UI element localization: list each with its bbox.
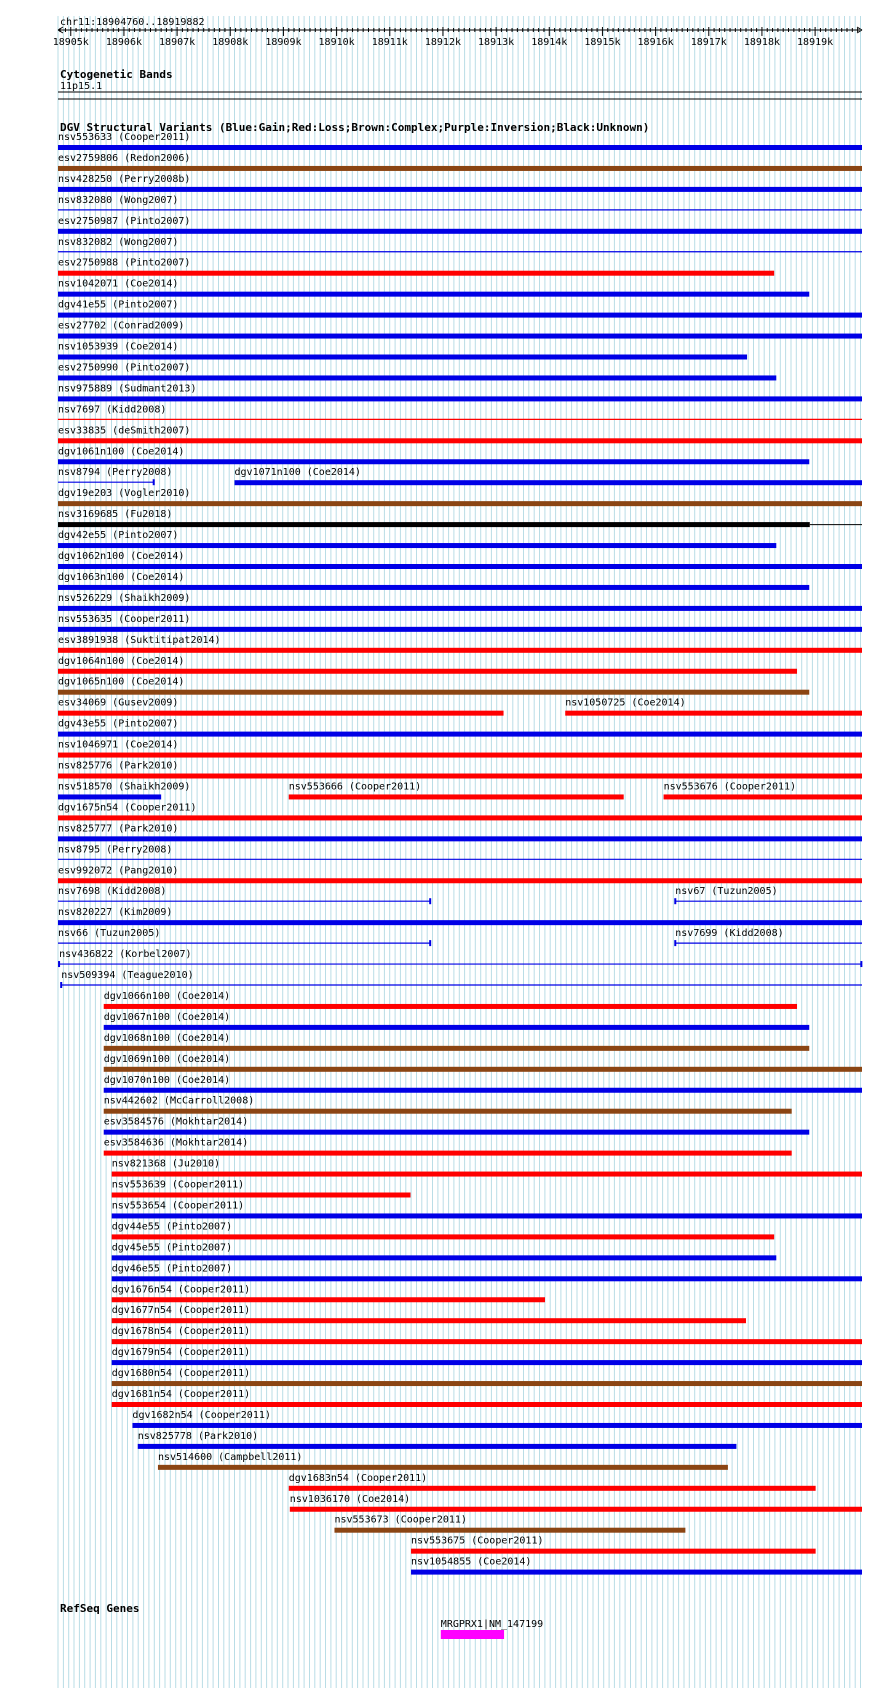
variant-label[interactable]: nsv1053939 (Coe2014) bbox=[58, 341, 179, 353]
variant-bar[interactable] bbox=[289, 794, 624, 799]
variant-label[interactable]: nsv428250 (Perry2008b) bbox=[58, 173, 191, 185]
variant-label[interactable]: esv3891938 (Suktitipat2014) bbox=[58, 634, 221, 646]
variant-bar[interactable] bbox=[104, 1109, 792, 1114]
variant-bar[interactable] bbox=[58, 732, 862, 737]
variant-label[interactable]: esv992072 (Pang2010) bbox=[58, 865, 179, 877]
variant-label[interactable]: esv2750990 (Pinto2007) bbox=[58, 362, 191, 374]
variant-bar[interactable] bbox=[58, 753, 862, 758]
variant-label[interactable]: esv3584576 (Mokhtar2014) bbox=[103, 1116, 249, 1128]
variant-label[interactable]: dgv1061n100 (Coe2014) bbox=[58, 446, 185, 458]
variant-bar[interactable] bbox=[112, 1318, 746, 1323]
variant-label[interactable]: nsv66 (Tuzun2005) bbox=[58, 928, 161, 940]
variant-bar[interactable] bbox=[58, 145, 862, 150]
variant-label[interactable]: dgv42e55 (Pinto2007) bbox=[58, 530, 179, 542]
variant-label[interactable]: esv2750987 (Pinto2007) bbox=[58, 215, 191, 227]
cytoband-band-label: 11p15.1 bbox=[60, 81, 103, 92]
tick-label: 18912k bbox=[424, 37, 461, 48]
variant-label[interactable]: nsv553633 (Cooper2011) bbox=[58, 132, 191, 143]
variant-label[interactable]: dgv1069n100 (Coe2014) bbox=[103, 1053, 231, 1065]
variant-bar[interactable] bbox=[58, 187, 862, 192]
variant-bar[interactable] bbox=[58, 438, 862, 443]
variant-bar[interactable] bbox=[104, 1088, 862, 1093]
variant-label[interactable]: nsv8795 (Perry2008) bbox=[58, 844, 173, 856]
variant-label[interactable]: nsv553639 (Cooper2011) bbox=[111, 1179, 245, 1191]
cytogenetic-bands-track bbox=[58, 68, 862, 99]
variant-label[interactable]: nsv442602 (McCarroll2008) bbox=[103, 1095, 255, 1107]
variant-label[interactable]: nsv825776 (Park2010) bbox=[58, 760, 179, 772]
variant-bar[interactable] bbox=[112, 1339, 862, 1344]
variant-bar[interactable] bbox=[112, 1297, 545, 1302]
variant-bar[interactable] bbox=[112, 1255, 777, 1260]
tick-label: 18919k bbox=[797, 37, 834, 48]
locus-label: chr11:18904760..18919882 bbox=[60, 17, 205, 28]
variant-bar[interactable] bbox=[112, 1276, 862, 1281]
variant-label[interactable]: nsv1050725 (Coe2014) bbox=[565, 697, 686, 709]
variant-label[interactable]: dgv45e55 (Pinto2007) bbox=[111, 1242, 233, 1254]
variant-bar[interactable] bbox=[58, 585, 809, 590]
variant-label[interactable]: dgv46e55 (Pinto2007) bbox=[111, 1263, 233, 1275]
variant-label[interactable]: nsv832082 (Wong2007) bbox=[58, 236, 179, 248]
variant-label[interactable]: nsv553673 (Cooper2011) bbox=[334, 1514, 467, 1526]
variant-bar[interactable] bbox=[58, 794, 161, 799]
variant-bar[interactable] bbox=[112, 1234, 774, 1239]
variant-bar[interactable] bbox=[58, 396, 862, 401]
variant-bar[interactable] bbox=[289, 1486, 816, 1491]
tick-label: 18910k bbox=[318, 37, 355, 48]
variant-label[interactable]: dgv1682n54 (Cooper2011) bbox=[132, 1409, 271, 1421]
tick-label: 18915k bbox=[584, 37, 621, 48]
variant-label[interactable]: dgv1675n54 (Cooper2011) bbox=[58, 802, 197, 814]
gene-bar[interactable] bbox=[441, 1630, 504, 1639]
variant-label[interactable]: dgv1680n54 (Cooper2011) bbox=[111, 1368, 251, 1380]
variant-label[interactable]: nsv8794 (Perry2008) bbox=[58, 467, 173, 479]
variant-bar[interactable] bbox=[58, 375, 776, 380]
variant-label[interactable]: dgv1683n54 (Cooper2011) bbox=[288, 1472, 428, 1484]
variant-label[interactable]: nsv553666 (Cooper2011) bbox=[288, 781, 422, 793]
variant-bar[interactable] bbox=[112, 1172, 862, 1177]
variant-bar[interactable] bbox=[112, 1402, 862, 1407]
variant-label[interactable]: dgv1679n54 (Cooper2011) bbox=[111, 1347, 251, 1359]
variant-label[interactable]: nsv518570 (Shaikh2009) bbox=[58, 781, 191, 793]
ruler bbox=[53, 17, 862, 48]
variant-bar[interactable] bbox=[112, 1381, 862, 1386]
variant-label[interactable]: dgv44e55 (Pinto2007) bbox=[111, 1221, 233, 1233]
variant-label[interactable]: esv3584636 (Mokhtar2014) bbox=[103, 1137, 249, 1149]
variant-bar[interactable] bbox=[411, 1570, 862, 1575]
variant-label[interactable]: nsv1036170 (Coe2014) bbox=[289, 1493, 411, 1505]
variant-label[interactable]: nsv1046971 (Coe2014) bbox=[58, 739, 179, 751]
cytoband-title: Cytogenetic Bands bbox=[60, 68, 173, 81]
variant-bar[interactable] bbox=[104, 1046, 810, 1051]
variant-label[interactable]: nsv832080 (Wong2007) bbox=[58, 194, 179, 206]
variant-label[interactable]: dgv1062n100 (Coe2014) bbox=[58, 551, 185, 562]
variant-bar[interactable] bbox=[158, 1465, 728, 1470]
variant-bar[interactable] bbox=[58, 271, 774, 276]
variant-bar[interactable] bbox=[104, 1025, 810, 1030]
variant-bar[interactable] bbox=[58, 564, 862, 569]
variant-bar[interactable] bbox=[104, 1151, 792, 1156]
tick-label: 18906k bbox=[105, 37, 142, 48]
variant-bar[interactable] bbox=[58, 711, 504, 716]
variant-bar[interactable] bbox=[58, 878, 862, 883]
variant-bar[interactable] bbox=[58, 522, 810, 527]
variant-label[interactable]: nsv526229 (Shaikh2009) bbox=[58, 592, 191, 604]
variant-label[interactable]: nsv7697 (Kidd2008) bbox=[58, 404, 167, 416]
variant-bar[interactable] bbox=[411, 1549, 816, 1554]
variant-bar[interactable] bbox=[112, 1193, 411, 1198]
refseq-track bbox=[60, 1602, 543, 1639]
variant-label[interactable]: nsv436822 (Korbel2007) bbox=[59, 949, 192, 961]
tick-label: 18907k bbox=[159, 37, 196, 48]
variant-label[interactable]: nsv553676 (Cooper2011) bbox=[663, 781, 797, 793]
variant-bar[interactable] bbox=[112, 1360, 862, 1365]
variant-label[interactable]: dgv19e203 (Vogler2010) bbox=[58, 488, 191, 500]
tick-label: 18908k bbox=[212, 37, 249, 48]
gene-label[interactable]: MRGPRX1|NM_147199 bbox=[440, 1619, 544, 1630]
variant-label[interactable]: dgv1064n100 (Coe2014) bbox=[58, 655, 185, 667]
variant-label[interactable]: esv34069 (Gusev2009) bbox=[58, 697, 179, 709]
variant-bar[interactable] bbox=[112, 1213, 862, 1218]
variant-label[interactable]: dgv41e55 (Pinto2007) bbox=[58, 299, 179, 311]
variant-bar[interactable] bbox=[664, 794, 862, 799]
variant-bar[interactable] bbox=[58, 292, 809, 297]
variant-bar[interactable] bbox=[58, 836, 862, 841]
refseq-track-title: RefSeq Genes bbox=[60, 1602, 140, 1615]
variant-bar[interactable] bbox=[58, 501, 862, 506]
variant-bar[interactable] bbox=[58, 355, 747, 360]
variant-bar[interactable] bbox=[58, 543, 776, 548]
variant-label[interactable]: nsv975889 (Sudmant2013) bbox=[58, 383, 197, 395]
tick-label: 18916k bbox=[637, 37, 674, 48]
variant-label[interactable]: esv2750988 (Pinto2007) bbox=[58, 257, 191, 269]
dgv-track bbox=[58, 121, 862, 1575]
variant-bar[interactable] bbox=[58, 606, 862, 611]
variant-bar[interactable] bbox=[58, 669, 797, 674]
tick-label: 18914k bbox=[531, 37, 568, 48]
variant-label[interactable]: dgv1070n100 (Coe2014) bbox=[103, 1074, 231, 1086]
variant-label[interactable]: nsv553635 (Cooper2011) bbox=[58, 613, 191, 625]
variant-bar[interactable] bbox=[58, 459, 809, 464]
variant-label[interactable]: dgv1071n100 (Coe2014) bbox=[234, 467, 361, 479]
variant-bar[interactable] bbox=[58, 815, 862, 820]
variant-label[interactable]: dgv1063n100 (Coe2014) bbox=[58, 571, 185, 583]
variant-bar[interactable] bbox=[138, 1444, 737, 1449]
variant-label[interactable]: esv27702 (Conrad2009) bbox=[58, 320, 185, 332]
tick-label: 18905k bbox=[52, 37, 89, 48]
variant-label[interactable]: dgv1067n100 (Coe2014) bbox=[103, 1011, 231, 1023]
variant-label[interactable]: nsv7699 (Kidd2008) bbox=[675, 928, 784, 940]
variant-label[interactable]: nsv1054855 (Coe2014) bbox=[411, 1556, 532, 1568]
tick-label: 18918k bbox=[743, 37, 781, 48]
variant-bar[interactable] bbox=[58, 920, 862, 925]
variant-bar[interactable] bbox=[565, 711, 862, 716]
variant-bar[interactable] bbox=[58, 690, 809, 695]
variant-label[interactable]: nsv509394 (Teague2010) bbox=[61, 970, 194, 981]
variant-label[interactable]: dgv1676n54 (Cooper2011) bbox=[111, 1284, 251, 1296]
variant-label[interactable]: dgv1678n54 (Cooper2011) bbox=[111, 1326, 251, 1338]
variant-label[interactable]: dgv1065n100 (Coe2014) bbox=[58, 676, 185, 688]
tick-label: 18909k bbox=[265, 37, 302, 48]
variant-bar[interactable] bbox=[104, 1130, 810, 1135]
variant-label[interactable]: dgv1068n100 (Coe2014) bbox=[103, 1032, 231, 1044]
variant-bar[interactable] bbox=[58, 774, 862, 779]
dgv-track-title: DGV Structural Variants (Blue:Gain;Red:Loss;Brown:Complex;Purple:Inversion;Black:Unknown) bbox=[60, 121, 650, 134]
variant-label[interactable]: esv33835 (deSmith2007) bbox=[58, 425, 191, 437]
variant-bar[interactable] bbox=[58, 166, 862, 171]
variant-label[interactable]: nsv1042071 (Coe2014) bbox=[58, 278, 179, 290]
variant-bar[interactable] bbox=[334, 1528, 685, 1533]
tick-label: 18911k bbox=[371, 37, 408, 48]
tick-label: 18917k bbox=[690, 37, 727, 48]
variant-label[interactable]: dgv1681n54 (Cooper2011) bbox=[111, 1389, 251, 1400]
variant-bar[interactable] bbox=[58, 313, 862, 318]
variant-label[interactable]: nsv553675 (Cooper2011) bbox=[411, 1535, 544, 1547]
variant-label[interactable]: dgv43e55 (Pinto2007) bbox=[58, 718, 179, 730]
variant-bar[interactable] bbox=[58, 334, 862, 339]
variant-bar[interactable] bbox=[58, 627, 862, 632]
variant-label[interactable]: nsv553654 (Cooper2011) bbox=[111, 1200, 245, 1212]
variant-label[interactable]: dgv1066n100 (Coe2014) bbox=[103, 990, 231, 1002]
variant-bar[interactable] bbox=[235, 480, 862, 485]
variant-bar[interactable] bbox=[290, 1507, 862, 1512]
variant-label[interactable]: dgv1677n54 (Cooper2011) bbox=[111, 1305, 251, 1317]
variant-bar[interactable] bbox=[132, 1423, 862, 1428]
variant-bar[interactable] bbox=[58, 648, 862, 653]
refseq-genes bbox=[441, 1619, 543, 1639]
variant-label[interactable]: nsv67 (Tuzun2005) bbox=[675, 886, 778, 898]
tick-label: 18913k bbox=[478, 37, 515, 48]
variant-bar[interactable] bbox=[104, 1067, 862, 1072]
variant-label[interactable]: nsv825778 (Park2010) bbox=[137, 1430, 259, 1442]
variant-label[interactable]: esv2759806 (Redon2006) bbox=[58, 152, 191, 164]
variant-bar[interactable] bbox=[58, 229, 862, 234]
variant-label[interactable]: nsv825777 (Park2010) bbox=[58, 823, 179, 835]
dgv-features bbox=[58, 132, 862, 1575]
variant-bar[interactable] bbox=[104, 1004, 797, 1009]
variant-label[interactable]: nsv820227 (Kim2009) bbox=[58, 907, 173, 919]
variant-label[interactable]: nsv514600 (Campbell2011) bbox=[157, 1451, 303, 1463]
variant-label[interactable]: nsv3169685 (Fu2018) bbox=[58, 509, 173, 521]
variant-label[interactable]: nsv7698 (Kidd2008) bbox=[58, 886, 167, 898]
variant-label[interactable]: nsv821368 (Ju2010) bbox=[111, 1158, 221, 1170]
